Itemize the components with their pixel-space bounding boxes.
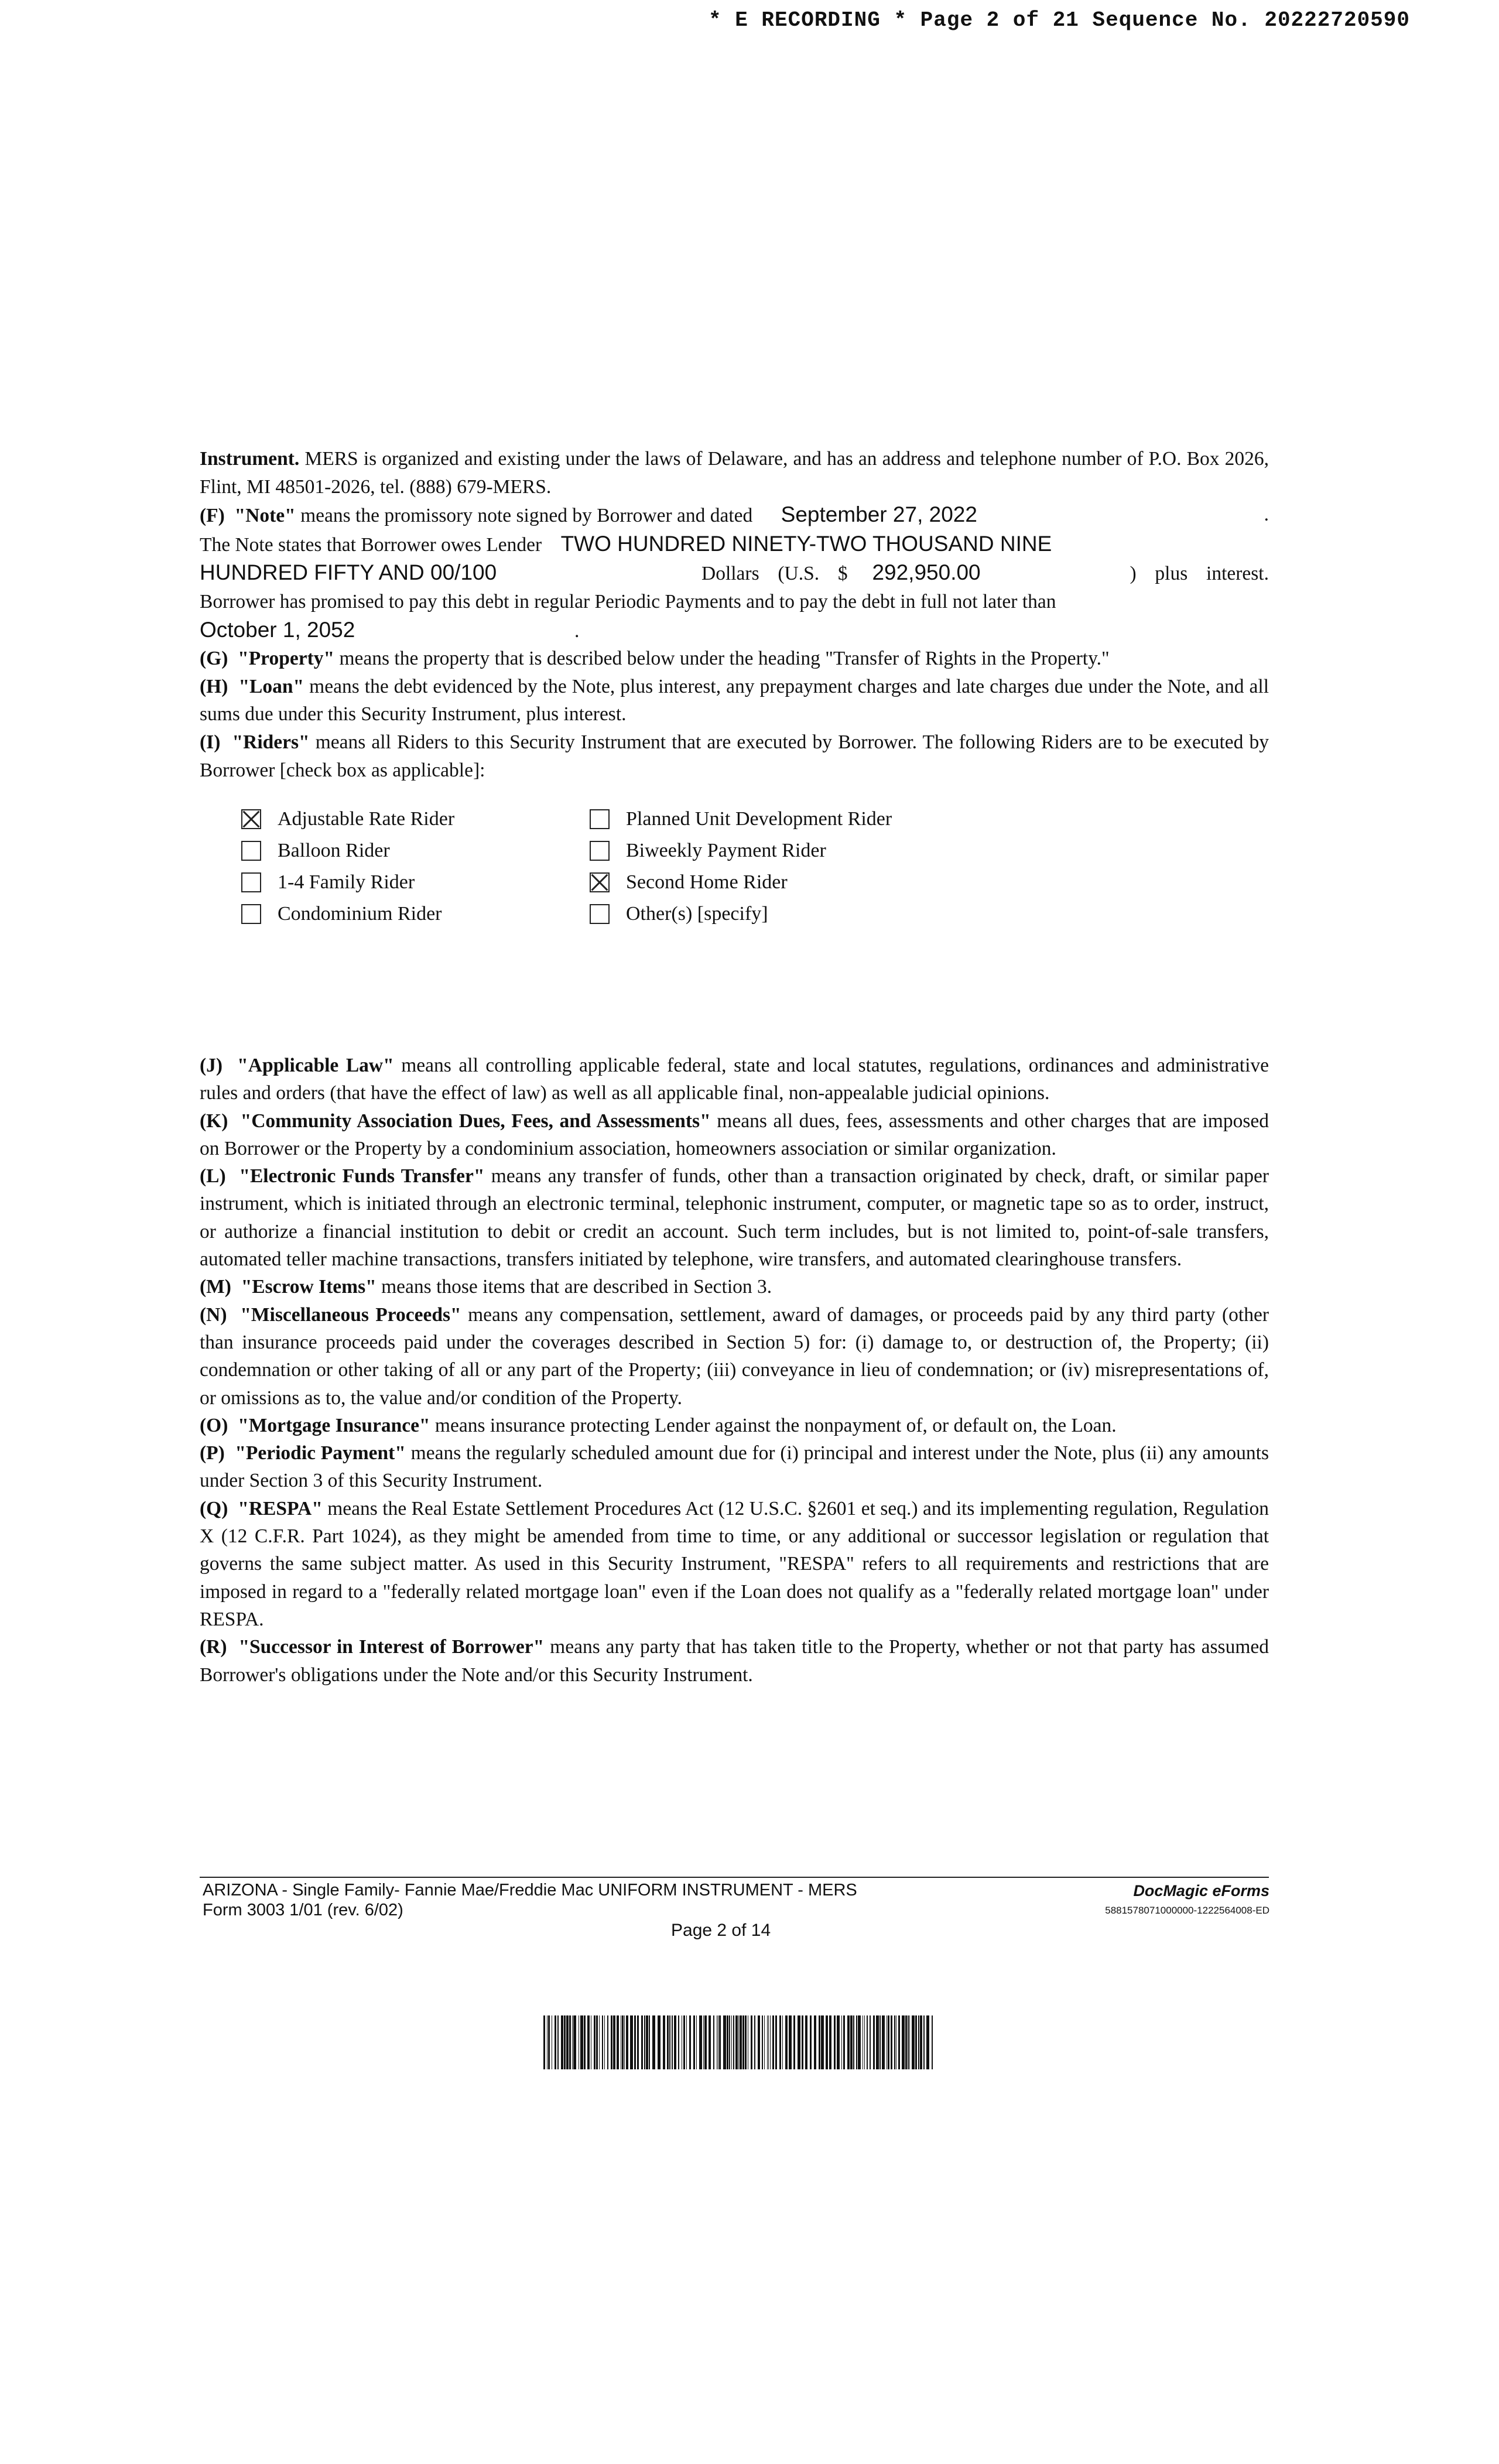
barcode-bar [888, 2015, 889, 2069]
checkbox[interactable] [241, 872, 261, 892]
recording-header: * E RECORDING * Page 2 of 21 Sequence No. 20222720590 [709, 8, 1410, 32]
definition-term: "Periodic Payment" [235, 1442, 406, 1464]
barcode-bar [713, 2015, 714, 2069]
definition-paragraph [200, 1495, 1269, 1633]
definition-text: means all controlling applicable federal, state and local statutes, regulations, ordinances and administrative rules and orders (that have the effect of law) as well as all applicable final, non-appealable judicial opinions. [200, 1055, 1269, 1104]
checkbox[interactable] [241, 841, 261, 861]
loan-text: means the debt evidenced by the Note, plus interest, any prepayment charges and late charges due under the Note, and all sums due under this Security Instrument, plus interest. [200, 675, 1269, 725]
rider-option[interactable] [241, 837, 590, 865]
property-letter: (G) [200, 648, 228, 670]
definitions-top [200, 445, 1269, 784]
riders-label: "Riders" [232, 731, 310, 753]
barcode-bar [843, 2015, 845, 2069]
barcode-bar [847, 2015, 850, 2069]
barcode-bar [826, 2015, 828, 2069]
barcode-bar [834, 2015, 836, 2069]
barcode-bar [644, 2015, 645, 2069]
barcode-bar [742, 2015, 744, 2069]
barcode-bar [853, 2015, 854, 2069]
property-label: "Property" [238, 648, 335, 670]
barcode-bar [596, 2015, 598, 2069]
barcode-bar [573, 2015, 576, 2069]
definition-paragraph [200, 1633, 1269, 1689]
rider-label: Adjustable Rate Rider [278, 808, 455, 830]
barcode-bar [918, 2015, 919, 2069]
loan-letter: (H) [200, 675, 228, 697]
barcode-bar [686, 2015, 687, 2069]
barcode-bar [856, 2015, 857, 2069]
definition-paragraph [200, 1107, 1269, 1163]
barcode-bar [920, 2015, 922, 2069]
barcode-bar [758, 2015, 760, 2069]
barcode-bar [873, 2015, 875, 2069]
loan-label: "Loan" [238, 675, 304, 697]
barcode-bar [678, 2015, 679, 2069]
barcode-bar [867, 2015, 868, 2069]
barcode-bar [779, 2015, 781, 2069]
note-text-3: Dollars (U.S. $ [701, 563, 848, 585]
definition-text: means any party that has taken title to the Property, whether or not that party has assumed Borrower's obligations under the Note and/or this Security Instrument. [200, 1636, 1269, 1686]
barcode-bar [611, 2015, 612, 2069]
barcode-bar [667, 2015, 669, 2069]
barcode-bar [798, 2015, 800, 2069]
barcode-bar [572, 2015, 573, 2069]
barcode-bar [646, 2015, 648, 2069]
definition-term: "Escrow Items" [241, 1276, 377, 1298]
barcode-bar [566, 2015, 569, 2069]
barcode-bar [607, 2015, 608, 2069]
definitions-list [200, 1052, 1269, 1689]
definition-text: means insurance protecting Lender against the nonpayment of, or default on, the Loan. [430, 1414, 1117, 1436]
definition-paragraph [200, 1052, 1269, 1107]
barcode-bar [669, 2015, 670, 2069]
barcode-bar [814, 2015, 816, 2069]
barcode-bar [932, 2015, 933, 2069]
barcode-bar [909, 2015, 910, 2069]
rider-option[interactable] [241, 900, 590, 928]
barcode-bar [683, 2015, 685, 2069]
definition-text: means any compensation, settlement, award of damages, or proceeds paid by any third party (other than insurance proceeds paid under the coverages described in Section 5) for: (i) damage to, or destruction of, the Property; (ii) condemnation or other taking of all or any part of the Property; (iii) conveyance in lieu of condemnation; or (iv) misrepresentations of, or omissions as to, the value and/or condition of the Property. [200, 1303, 1269, 1409]
definition-letter: (N) [200, 1303, 227, 1326]
barcode-bar [634, 2015, 636, 2069]
barcode-bar [762, 2015, 763, 2069]
definition-letter: (Q) [200, 1497, 228, 1520]
definition-letter: (M) [200, 1276, 231, 1298]
property-paragraph [200, 645, 1269, 673]
rider-label: Planned Unit Development Rider [626, 808, 892, 830]
instrument-text: MERS is organized and existing under the laws of Delaware, and has an address and telephone number of P.O. Box 2026, Flint, MI 48501-2026, tel. (888) 679-MERS. [200, 448, 1269, 498]
barcode-bar [693, 2015, 695, 2069]
loan-paragraph [200, 673, 1269, 728]
rider-label: Second Home Rider [626, 871, 788, 893]
barcode-bar [819, 2015, 820, 2069]
instrument-label: Instrument. [200, 448, 300, 470]
rider-label: Balloon Rider [278, 840, 390, 861]
footer-divider [200, 1877, 1269, 1878]
barcode-bar [704, 2015, 707, 2069]
barcode-bar [768, 2015, 769, 2069]
barcode-bar [594, 2015, 596, 2069]
docmagic-logo: DocMagic eForms [1133, 1882, 1269, 1900]
checkbox[interactable] [590, 809, 610, 829]
barcode-bar [905, 2015, 907, 2069]
definition-text: means those items that are described in Section 3. [376, 1276, 772, 1298]
barcode-bar [696, 2015, 697, 2069]
note-amount-words-2: HUNDRED FIFTY AND 00/100 [200, 560, 497, 585]
barcode-bar [617, 2015, 619, 2069]
barcode-bar [793, 2015, 795, 2069]
barcode-bar [740, 2015, 742, 2069]
barcode-bar [555, 2015, 556, 2069]
footer-line-2: Form 3003 1/01 (rev. 6/02) [203, 1901, 403, 1919]
barcode-bar [622, 2015, 624, 2069]
barcode-bar [902, 2015, 905, 2069]
note-letter: (F) [200, 505, 225, 527]
barcode-bar [745, 2015, 747, 2069]
riders-checklist [241, 805, 964, 928]
barcode-bar [613, 2015, 615, 2069]
barcode-bar [564, 2015, 566, 2069]
barcode-bar [864, 2015, 865, 2069]
barcode-bar [764, 2015, 765, 2069]
barcode-bar [602, 2015, 603, 2069]
barcode-bar [805, 2015, 807, 2069]
barcode-bar [908, 2015, 909, 2069]
rider-label: 1-4 Family Rider [278, 871, 415, 893]
definition-paragraph [200, 1439, 1269, 1495]
barcode-bar [767, 2015, 768, 2069]
note-text-2: The Note states that Borrower owes Lender [200, 533, 547, 556]
barcode-bar [837, 2015, 840, 2069]
checked-checkbox[interactable] [590, 872, 610, 892]
definition-term: "Miscellaneous Proceeds" [240, 1303, 461, 1326]
barcode-bar [754, 2015, 755, 2069]
barcode-bar [850, 2015, 853, 2069]
footer-line-1: ARIZONA - Single Family- Fannie Mae/Freddie Mac UNIFORM INSTRUMENT - MERS [203, 1881, 857, 1900]
barcode-bar [630, 2015, 633, 2069]
checked-checkbox[interactable] [241, 809, 261, 829]
definition-paragraph [200, 1301, 1269, 1412]
definition-text: means the regularly scheduled amount due for (i) principal and interest under the Note, plus (ii) any amounts under Section 3 of this Security Instrument. [200, 1442, 1269, 1492]
rider-option[interactable] [241, 805, 590, 833]
instrument-paragraph [200, 445, 1269, 501]
rider-label: Other(s) [specify] [626, 903, 768, 925]
footer-form-info [203, 1880, 857, 1920]
barcode-bar [672, 2015, 673, 2069]
barcode-bar [729, 2015, 730, 2069]
definition-letter: (K) [200, 1110, 228, 1132]
barcode-bar [802, 2015, 803, 2069]
barcode-bar [649, 2015, 650, 2069]
barcode-bar [770, 2015, 771, 2069]
barcode-bar [727, 2015, 728, 2069]
barcode-bar [782, 2015, 783, 2069]
barcode-bar [624, 2015, 625, 2069]
barcode-bar [870, 2015, 871, 2069]
barcode-bar [926, 2015, 929, 2069]
barcode-bar [663, 2015, 665, 2069]
footer-page-number: Page 2 of 14 [671, 1921, 771, 1940]
barcode-bar [557, 2015, 559, 2069]
definition-letter: (O) [200, 1414, 228, 1436]
checkbox[interactable] [590, 904, 610, 924]
rider-label: Biweekly Payment Rider [626, 840, 826, 861]
barcode-bar [876, 2015, 879, 2069]
definition-letter: (L) [200, 1165, 226, 1187]
barcode-bar [775, 2015, 777, 2069]
barcode-bar [733, 2015, 734, 2069]
checkbox[interactable] [241, 904, 261, 924]
note-text-4: ) plus interest. Borrower has promised to pay this debt in regular Periodic Payments and to pay the debt in full not later than [200, 563, 1269, 612]
note-paragraph: (F) "Note" means the promissory note signed by Borrower and dated September 27, 2022 . The Note states that Borrower owes Lender TWO HUNDRED NINETY-TWO THOUSAND NINE HUNDRED FIFTY AND 00/100 Dollars (U.S. $ 292,950.00 ) plus interest. Borrower has promised to pay this debt in regular Periodic Payments and to pay the debt in full not later than October 1, 2052 . [200, 501, 1269, 645]
definition-term: "Applicable Law" [237, 1055, 394, 1076]
barcode-bar [587, 2015, 590, 2069]
barcode-bar [751, 2015, 752, 2069]
definition-paragraph [200, 1273, 1269, 1301]
barcode-bar [731, 2015, 732, 2069]
note-amount: 292,950.00 [872, 560, 981, 585]
barcode-bar [735, 2015, 738, 2069]
barcode-image [543, 2015, 937, 2069]
definition-letter: (P) [200, 1442, 225, 1464]
barcode-bar [709, 2015, 711, 2069]
barcode-bar [723, 2015, 726, 2069]
barcode-bar [703, 2015, 704, 2069]
barcode-bar [841, 2015, 842, 2069]
riders-paragraph [200, 728, 1269, 784]
document-code: 5881578071000000-1222564008-ED [1105, 1905, 1269, 1916]
barcode-bar [923, 2015, 925, 2069]
barcode-bar [789, 2015, 792, 2069]
barcode-bar [599, 2015, 600, 2069]
barcode-bar [689, 2015, 691, 2069]
definition-letter: (R) [200, 1636, 227, 1658]
barcode-bar [699, 2015, 702, 2069]
barcode-bar [858, 2015, 861, 2069]
note-text-1: means the promissory note signed by Borrower and dated [295, 505, 758, 527]
barcode-bar [772, 2015, 774, 2069]
barcode-bar [604, 2015, 605, 2069]
rider-option[interactable] [590, 868, 964, 896]
note-maturity: October 1, 2052 [200, 617, 355, 642]
definition-text: means the Real Estate Settlement Procedures Act (12 U.S.C. §2601 et seq.) and its implementing regulation, Regulation X (12 C.F.R. Part 1024), as they might be amended from time to time, or any additional or successor legislation or regulation that governs the same subject matter. As used in this Security Instrument, "RESPA" refers to all requirements and restrictions that are imposed in regard to a "federally related mortgage loan" even if the Loan does not qualify as a "federally related mortgage loan" under RESPA. [200, 1497, 1269, 1630]
definition-paragraph [200, 1412, 1269, 1439]
barcode-bar [894, 2015, 895, 2069]
footer-brand-block [1105, 1882, 1269, 1917]
barcode-bar [580, 2015, 583, 2069]
barcode-bar [569, 2015, 571, 2069]
definition-term: "Electronic Funds Transfer" [239, 1165, 485, 1187]
barcode-bar [810, 2015, 812, 2069]
barcode-bar [719, 2015, 721, 2069]
riders-text: means all Riders to this Security Instrument that are executed by Borrower. The following Riders are to be executed by Borrower [check box as applicable]: [200, 731, 1269, 781]
property-text: means the property that is described below under the heading "Transfer of Rights in the Property." [334, 648, 1110, 670]
rider-option[interactable] [590, 900, 964, 928]
definition-term: "RESPA" [238, 1497, 323, 1520]
rider-option[interactable] [590, 837, 964, 865]
barcode-bar [637, 2015, 639, 2069]
definition-text: means any transfer of funds, other than a transaction originated by check, draft, or similar paper instrument, which is initiated through an electronic terminal, telephonic instrument, computer, or magnetic tape so as to order, instruct, or authorize a financial institution to debit or credit an account. Such term includes, but is not limited to, point-of-sale transfers, automated teller machine transactions, transfers initiated by telephone, wire transfers, and automated clearinghouse transfers. [200, 1165, 1269, 1271]
checkbox[interactable] [590, 841, 610, 861]
note-date: September 27, 2022 [781, 502, 977, 527]
barcode-bar [912, 2015, 915, 2069]
rider-label: Condominium Rider [278, 903, 442, 925]
barcode-bar [898, 2015, 900, 2069]
rider-option[interactable] [590, 805, 964, 833]
barcode-bar [738, 2015, 739, 2069]
barcode-bar [882, 2015, 885, 2069]
note-label: "Note" [234, 505, 296, 527]
barcode-bar [658, 2015, 660, 2069]
definition-term: "Mortgage Insurance" [238, 1414, 430, 1436]
rider-option[interactable] [241, 868, 590, 896]
barcode-bar [561, 2015, 563, 2069]
barcode-bar [829, 2015, 831, 2069]
barcode-bar [652, 2015, 655, 2069]
riders-letter: (I) [200, 731, 221, 753]
barcode-bar [915, 2015, 917, 2069]
definition-letter: (J) [200, 1055, 223, 1076]
barcode-bar [548, 2015, 550, 2069]
barcode-bar [821, 2015, 824, 2069]
note-amount-words-1: TWO HUNDRED NINETY-TWO THOUSAND NINE [560, 531, 1052, 556]
definition-text: means all dues, fees, assessments and other charges that are imposed on Borrower or the Property by a condominium association, homeowners association or similar organization. [200, 1110, 1269, 1159]
definition-term: "Successor in Interest of Borrower" [238, 1636, 545, 1658]
barcode-bar [674, 2015, 676, 2069]
barcode-bar [626, 2015, 628, 2069]
barcode-bar [891, 2015, 892, 2069]
barcode-bar [543, 2015, 545, 2069]
barcode-bar [641, 2015, 643, 2069]
definition-term: "Community Association Dues, Fees, and Assessments" [240, 1110, 711, 1132]
definition-paragraph [200, 1162, 1269, 1273]
barcode-bar [879, 2015, 881, 2069]
barcode-bar [584, 2015, 586, 2069]
barcode-bar [785, 2015, 788, 2069]
